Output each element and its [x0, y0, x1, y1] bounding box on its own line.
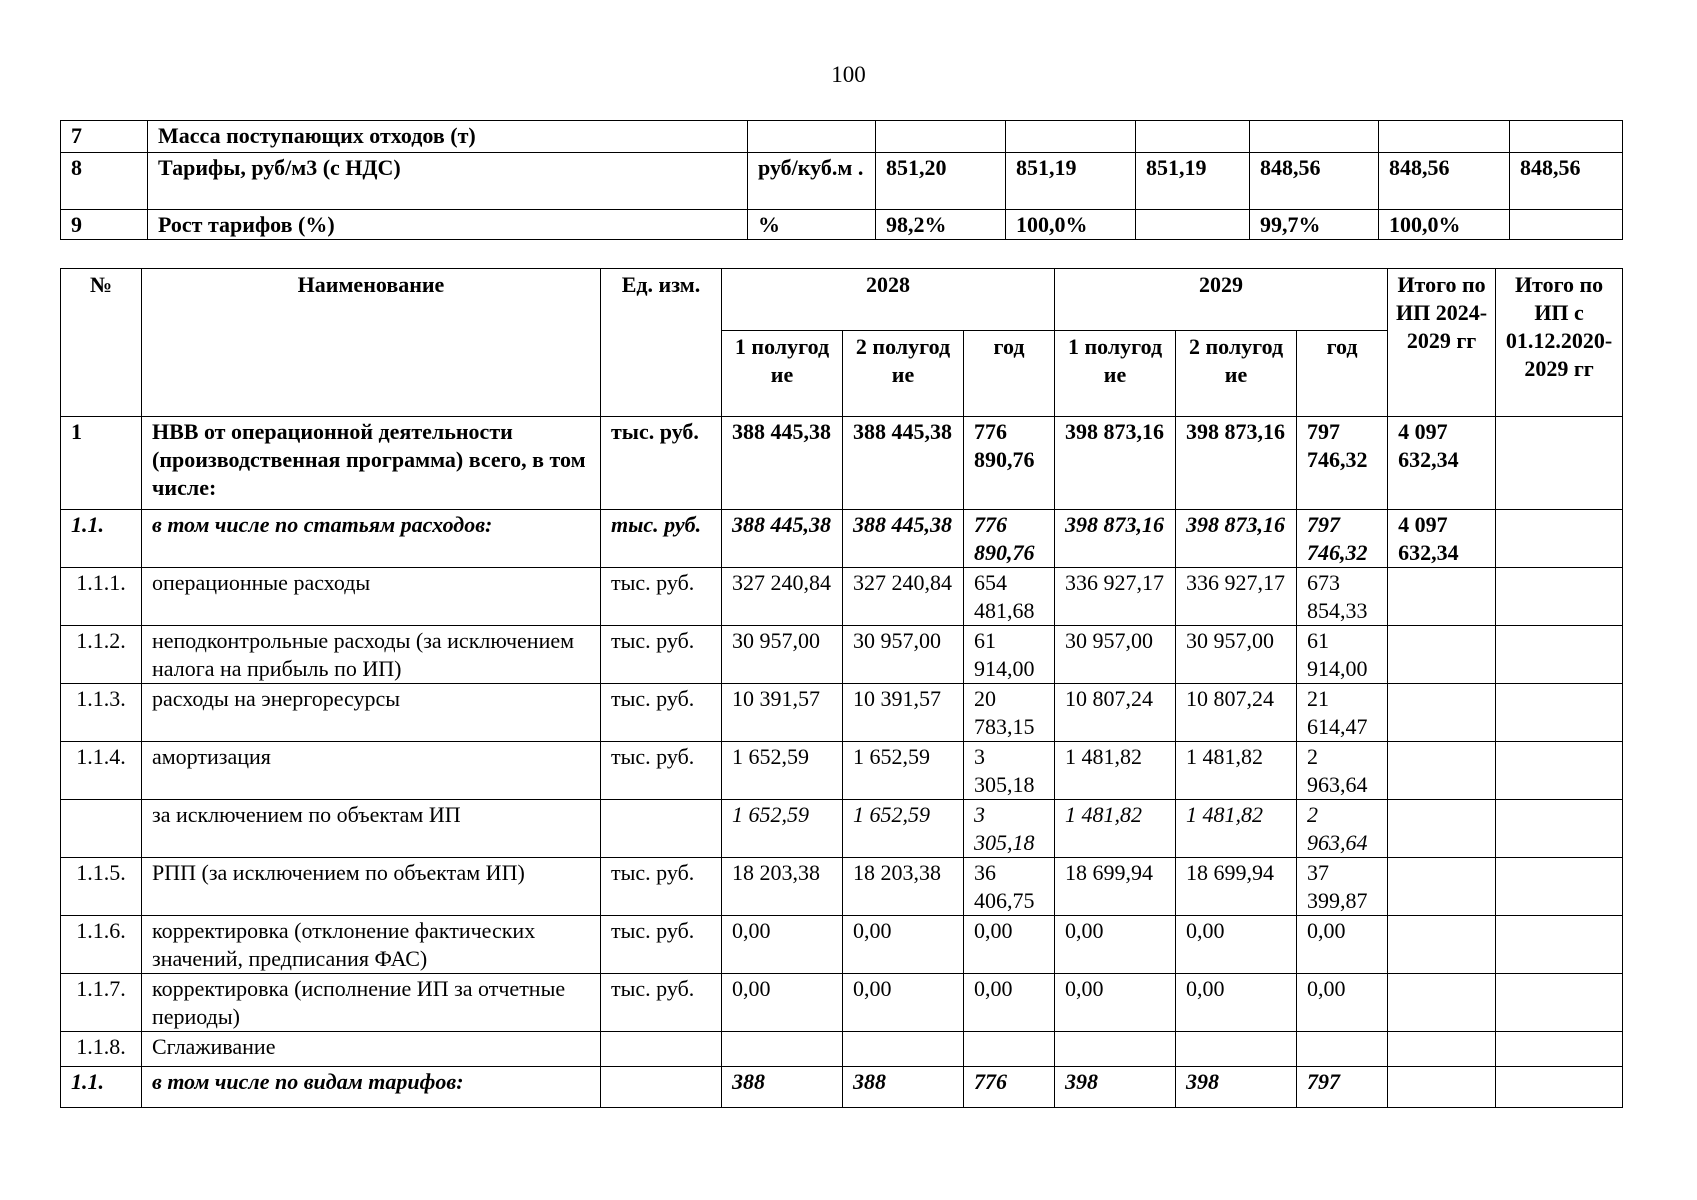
row-value: 30 957,00 — [1176, 626, 1297, 684]
row-unit: тыс. руб. — [601, 626, 722, 684]
header-total-ip: Итого по ИП 2024-2029 гг — [1388, 269, 1496, 417]
row-value: 3 305,18 — [964, 742, 1055, 800]
row-name: Сглаживание — [142, 1032, 601, 1067]
row-value — [1496, 800, 1623, 858]
row-value: 10 391,57 — [722, 684, 843, 742]
row-value — [1006, 121, 1136, 153]
row-value: 776 — [964, 1067, 1055, 1108]
row-name: амортизация — [142, 742, 601, 800]
row-value — [1496, 1067, 1623, 1108]
row-unit: тыс. руб. — [601, 916, 722, 974]
page-number: 100 — [831, 62, 866, 87]
row-value: 398 873,16 — [1055, 510, 1176, 568]
row-value: 18 203,38 — [843, 858, 964, 916]
row-value: 0,00 — [1055, 974, 1176, 1032]
row-value — [1388, 858, 1496, 916]
row-value: 0,00 — [1055, 916, 1176, 974]
row-num: 1.1. — [61, 1067, 142, 1108]
row-value: 100,0% — [1379, 210, 1510, 240]
row-value: 388 — [722, 1067, 843, 1108]
row-unit — [748, 121, 876, 153]
row-value: 37 399,87 — [1297, 858, 1388, 916]
row-value: 30 957,00 — [722, 626, 843, 684]
row-num: 1 — [61, 417, 142, 510]
row-value: 1 481,82 — [1176, 800, 1297, 858]
main-table — [60, 268, 1623, 1108]
row-value: 776 890,76 — [964, 510, 1055, 568]
row-value — [1388, 742, 1496, 800]
row-num: 7 — [61, 121, 148, 153]
row-value: 851,20 — [876, 153, 1006, 210]
row-value: 0,00 — [1297, 916, 1388, 974]
row-value: 10 807,24 — [1055, 684, 1176, 742]
row-name: НВВ от операционной деятельности (производственная программа) всего, в том числе: — [142, 417, 601, 510]
row-value: 4 097 632,34 — [1388, 417, 1496, 510]
header-year: год — [964, 331, 1055, 417]
row-value: 654 481,68 — [964, 568, 1055, 626]
row-value: 61 914,00 — [1297, 626, 1388, 684]
row-num: 1.1. — [61, 510, 142, 568]
row-value: 100,0% — [1006, 210, 1136, 240]
row-value: 797 746,32 — [1297, 417, 1388, 510]
row-num: 1.1.8. — [61, 1032, 142, 1067]
row-name: операционные расходы — [142, 568, 601, 626]
row-value — [843, 1032, 964, 1067]
row-value — [1496, 916, 1623, 974]
row-value: 2 963,64 — [1297, 800, 1388, 858]
header-name: Наименование — [142, 269, 601, 417]
row-value: 398 873,16 — [1176, 417, 1297, 510]
row-value — [1055, 1032, 1176, 1067]
table-row — [61, 684, 1623, 742]
row-unit — [601, 1067, 722, 1108]
row-value — [1176, 1032, 1297, 1067]
row-num: 1.1.4. — [61, 742, 142, 800]
row-name: РПП (за исключением по объектам ИП) — [142, 858, 601, 916]
row-value: 10 391,57 — [843, 684, 964, 742]
row-num: 1.1.2. — [61, 626, 142, 684]
row-value: 0,00 — [722, 974, 843, 1032]
row-value — [964, 1032, 1055, 1067]
row-value: 0,00 — [1297, 974, 1388, 1032]
row-name: неподконтрольные расходы (за исключением налога на прибыль по ИП) — [142, 626, 601, 684]
row-value: 10 807,24 — [1176, 684, 1297, 742]
row-value: 61 914,00 — [964, 626, 1055, 684]
row-value: 0,00 — [722, 916, 843, 974]
row-value — [1388, 974, 1496, 1032]
row-value: 30 957,00 — [843, 626, 964, 684]
table-row — [61, 742, 1623, 800]
row-value — [1388, 800, 1496, 858]
table-row — [61, 858, 1623, 916]
row-value: 388 445,38 — [722, 510, 843, 568]
row-value — [1496, 510, 1623, 568]
row-value — [722, 1032, 843, 1067]
row-value — [1388, 568, 1496, 626]
row-num: 1.1.7. — [61, 974, 142, 1032]
row-value — [1510, 210, 1623, 240]
header-half-1: 1 полугод ие — [722, 331, 843, 417]
header-year-2029: 2029 — [1055, 269, 1388, 331]
row-value: 1 652,59 — [722, 800, 843, 858]
row-value — [1388, 684, 1496, 742]
row-value — [1136, 210, 1250, 240]
row-unit — [601, 800, 722, 858]
row-value — [1496, 858, 1623, 916]
row-value: 99,7% — [1250, 210, 1379, 240]
header-half-2: 2 полугод ие — [1176, 331, 1297, 417]
row-value: 398 873,16 — [1176, 510, 1297, 568]
row-name: за исключением по объектам ИП — [142, 800, 601, 858]
row-value: 388 445,38 — [843, 510, 964, 568]
row-value: 1 481,82 — [1055, 742, 1176, 800]
row-value: 3 305,18 — [964, 800, 1055, 858]
header-year-2028: 2028 — [722, 269, 1055, 331]
row-value: 30 957,00 — [1055, 626, 1176, 684]
table-row — [61, 510, 1623, 568]
row-unit: тыс. руб. — [601, 684, 722, 742]
header-total-ip-since: Итого по ИП с 01.12.2020-2029 гг — [1496, 269, 1623, 417]
row-name: расходы на энергоресурсы — [142, 684, 601, 742]
row-value: 848,56 — [1250, 153, 1379, 210]
row-value: 797 746,32 — [1297, 510, 1388, 568]
row-value: 1 652,59 — [843, 800, 964, 858]
row-value: 0,00 — [964, 916, 1055, 974]
row-value: 848,56 — [1510, 153, 1623, 210]
row-num — [61, 800, 142, 858]
row-value: 0,00 — [843, 916, 964, 974]
row-value — [1510, 121, 1623, 153]
table-row — [61, 974, 1623, 1032]
row-value — [1496, 974, 1623, 1032]
row-value: 98,2% — [876, 210, 1006, 240]
table-row — [61, 626, 1623, 684]
row-name: корректировка (исполнение ИП за отчетные периоды) — [142, 974, 601, 1032]
row-value: 776 890,76 — [964, 417, 1055, 510]
row-value: 18 699,94 — [1055, 858, 1176, 916]
row-value: 1 652,59 — [843, 742, 964, 800]
row-value: 673 854,33 — [1297, 568, 1388, 626]
row-unit: тыс. руб. — [601, 510, 722, 568]
row-value — [1496, 742, 1623, 800]
row-num: 1.1.6. — [61, 916, 142, 974]
row-value — [1388, 916, 1496, 974]
row-name: в том числе по видам тарифов: — [142, 1067, 601, 1108]
row-value: 18 203,38 — [722, 858, 843, 916]
row-value — [1136, 121, 1250, 153]
row-value: 0,00 — [964, 974, 1055, 1032]
table-row — [61, 1032, 1623, 1067]
row-value: 398 — [1176, 1067, 1297, 1108]
row-value: 1 652,59 — [722, 742, 843, 800]
table-row — [61, 800, 1623, 858]
row-name: Тарифы, руб/м3 (с НДС) — [148, 153, 748, 210]
header-half-1: 1 полугод ие — [1055, 331, 1176, 417]
row-value: 21 614,47 — [1297, 684, 1388, 742]
header-half-2: 2 полугод ие — [843, 331, 964, 417]
header-year: год — [1297, 331, 1388, 417]
row-value: 388 445,38 — [843, 417, 964, 510]
row-value: 4 097 632,34 — [1388, 510, 1496, 568]
row-value — [1388, 626, 1496, 684]
table-row — [61, 1067, 1623, 1108]
row-value: 36 406,75 — [964, 858, 1055, 916]
row-value: 1 481,82 — [1176, 742, 1297, 800]
row-value — [1250, 121, 1379, 153]
row-value: 398 — [1055, 1067, 1176, 1108]
row-unit: руб/куб.м . — [748, 153, 876, 210]
header-unit: Ед. изм. — [601, 269, 722, 417]
row-name: Рост тарифов (%) — [148, 210, 748, 240]
row-num: 1.1.3. — [61, 684, 142, 742]
row-value: 851,19 — [1006, 153, 1136, 210]
table-row — [61, 153, 1623, 210]
row-name: Масса поступающих отходов (т) — [148, 121, 748, 153]
row-value: 797 — [1297, 1067, 1388, 1108]
top-table — [60, 120, 1623, 240]
row-value: 851,19 — [1136, 153, 1250, 210]
row-value: 388 445,38 — [722, 417, 843, 510]
row-value: 0,00 — [843, 974, 964, 1032]
table-row — [61, 210, 1623, 240]
row-value: 327 240,84 — [843, 568, 964, 626]
row-value — [1496, 568, 1623, 626]
row-name: корректировка (отклонение фактических значений, предписания ФАС) — [142, 916, 601, 974]
row-value: 388 — [843, 1067, 964, 1108]
header-row — [61, 269, 1623, 331]
row-value: 18 699,94 — [1176, 858, 1297, 916]
table-row — [61, 417, 1623, 510]
row-unit — [601, 1032, 722, 1067]
row-value — [1496, 684, 1623, 742]
table-row — [61, 916, 1623, 974]
row-unit: тыс. руб. — [601, 568, 722, 626]
row-value — [1496, 417, 1623, 510]
row-value: 327 240,84 — [722, 568, 843, 626]
row-value: 2 963,64 — [1297, 742, 1388, 800]
row-unit: тыс. руб. — [601, 742, 722, 800]
row-num: 1.1.1. — [61, 568, 142, 626]
row-value — [1496, 626, 1623, 684]
row-num: 1.1.5. — [61, 858, 142, 916]
row-value — [1297, 1032, 1388, 1067]
row-unit: тыс. руб. — [601, 858, 722, 916]
row-value — [876, 121, 1006, 153]
row-value: 0,00 — [1176, 916, 1297, 974]
row-value: 20 783,15 — [964, 684, 1055, 742]
row-unit: тыс. руб. — [601, 974, 722, 1032]
row-value — [1388, 1032, 1496, 1067]
row-value: 336 927,17 — [1055, 568, 1176, 626]
row-value: 848,56 — [1379, 153, 1510, 210]
row-num: 9 — [61, 210, 148, 240]
row-value — [1388, 1067, 1496, 1108]
row-unit: тыс. руб. — [601, 417, 722, 510]
row-value: 398 873,16 — [1055, 417, 1176, 510]
header-num: № — [61, 269, 142, 417]
row-value — [1496, 1032, 1623, 1067]
table-row — [61, 121, 1623, 153]
row-name: в том числе по статьям расходов: — [142, 510, 601, 568]
row-value — [1379, 121, 1510, 153]
row-value: 0,00 — [1176, 974, 1297, 1032]
row-unit: % — [748, 210, 876, 240]
row-num: 8 — [61, 153, 148, 210]
row-value: 336 927,17 — [1176, 568, 1297, 626]
table-row — [61, 568, 1623, 626]
row-value: 1 481,82 — [1055, 800, 1176, 858]
